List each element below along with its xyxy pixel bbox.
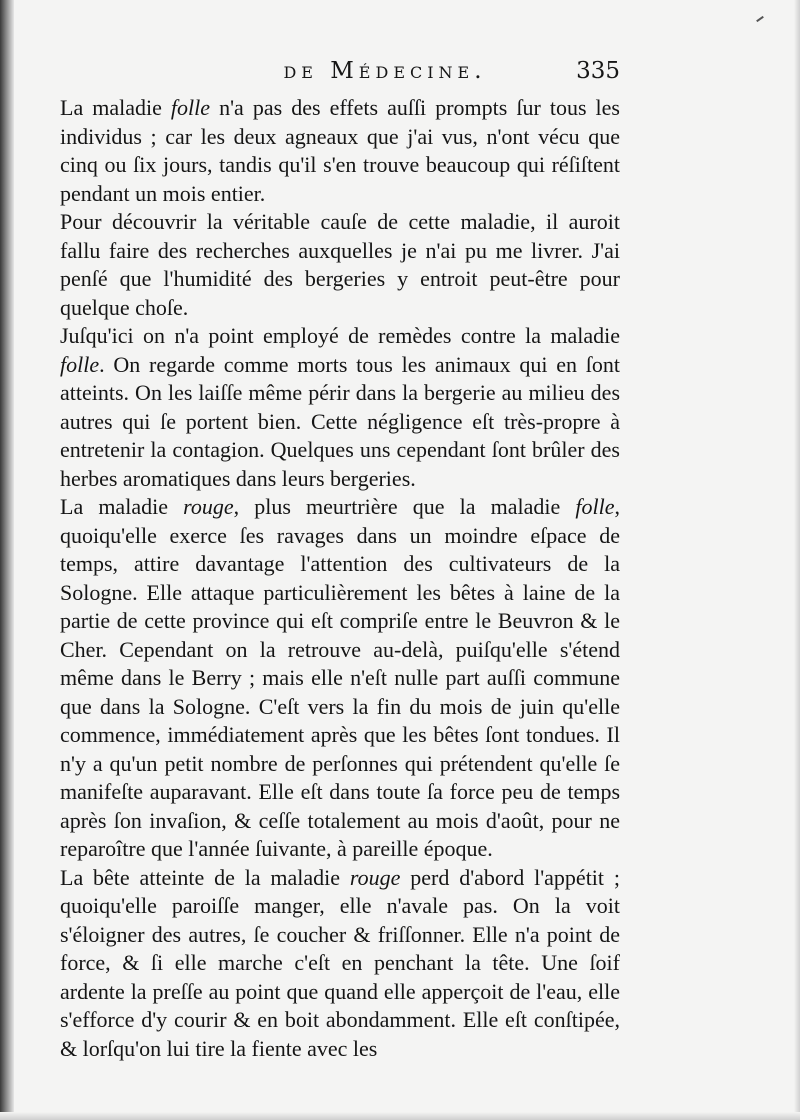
page-bottom-edge [0, 1112, 800, 1120]
italic-term: folle [575, 494, 615, 519]
page-number: 335 [576, 58, 620, 84]
text-run: Juſqu'ici on n'a point employé de remèdes contre la maladie [60, 323, 620, 348]
paragraph [60, 864, 620, 1064]
page-header [0, 58, 800, 92]
text-run: La maladie [60, 494, 184, 519]
ink-mark [756, 16, 764, 22]
text-run: Pour découvrir la véritable cauſe de cette maladie, il auroit fallu faire des recherches auxquelles je n'ai pu me livrer. J'ai penſé que l'humidité des bergeries y entroit peut-être pour quelque choſe. [60, 209, 620, 320]
text-run: n'a pas des effets auſſi prompts ſur tous les individus ; car les deux agneaux que j'ai vus, n'ont vécu que cinq ou ſix jours, tandis qu'il s'en trouve beaucoup qui réſiſtent pendant un mois entier. [60, 95, 620, 206]
running-head: de Médecine. [283, 58, 487, 84]
text-run: perd d'abord l'appétit ; quoiqu'elle paroiſſe manger, elle n'avale pas. On la voit s'éloigner des autres, ſe coucher & friſſonner. Elle n'a point de force, & ſi elle marche c'eſt en penchant la tête. Une ſoif ardente la preſſe au point que quand elle apperçoit de l'eau, elle s'efforce d'y courir & en boit abondamment. Elle eſt conſtipée, & lorſqu'on lui tire la fiente avec les [60, 864, 620, 1061]
paragraph [60, 322, 620, 493]
text-run: , quoiqu'elle exerce ſes ravages dans un moindre eſpace de temps, attire davantage l'attention des cultivateurs de la Sologne. Elle attaque particulièrement les bêtes à laine de la partie de cette province qui eſt compriſe entre le Beuvron & le Cher. Cependant on la retrouve au-delà, puiſqu'elle s'étend même dans le Berry ; mais elle n'eſt nulle part auſſi commune que dans la Sologne. C'eſt vers la fin du mois de juin qu'elle commence, immédiatement après que les bêtes ſont tondues. Il n'y a qu'un petit nombre de perſonnes qui prétendent qu'elle ſe manifeſte auparavant. Elle eſt dans toute ſa force peu de temps après ſon invaſion, & ceſſe totalement au mois d'août, pour ne reparoître que l'année ſuivante, à pareille époque. [60, 494, 620, 861]
paragraph [60, 493, 620, 864]
text-run: . On regarde comme morts tous les animaux qui en ſont atteints. On les laiſſe même périr dans la bergerie au milieu des autres qui ſe portent bien. Cette négligence eſt très-propre à entretenir la contagion. Quelques uns cependant ſont brûler des herbes aromatiques dans leurs bergeries. [60, 351, 620, 491]
paragraph [60, 94, 620, 208]
italic-term: folle [170, 95, 211, 120]
paragraph [60, 208, 620, 322]
italic-term: rouge [349, 864, 401, 890]
binding-shadow [0, 0, 14, 1120]
text-run: , plus meurtrière que la maladie [233, 494, 576, 519]
text-run: La maladie [60, 95, 171, 120]
text-run: La bête atteinte de la maladie [60, 864, 350, 890]
italic-term: folle [60, 351, 100, 377]
page-edge [794, 0, 800, 1120]
page-body [60, 94, 620, 1063]
italic-term: rouge [183, 494, 234, 519]
